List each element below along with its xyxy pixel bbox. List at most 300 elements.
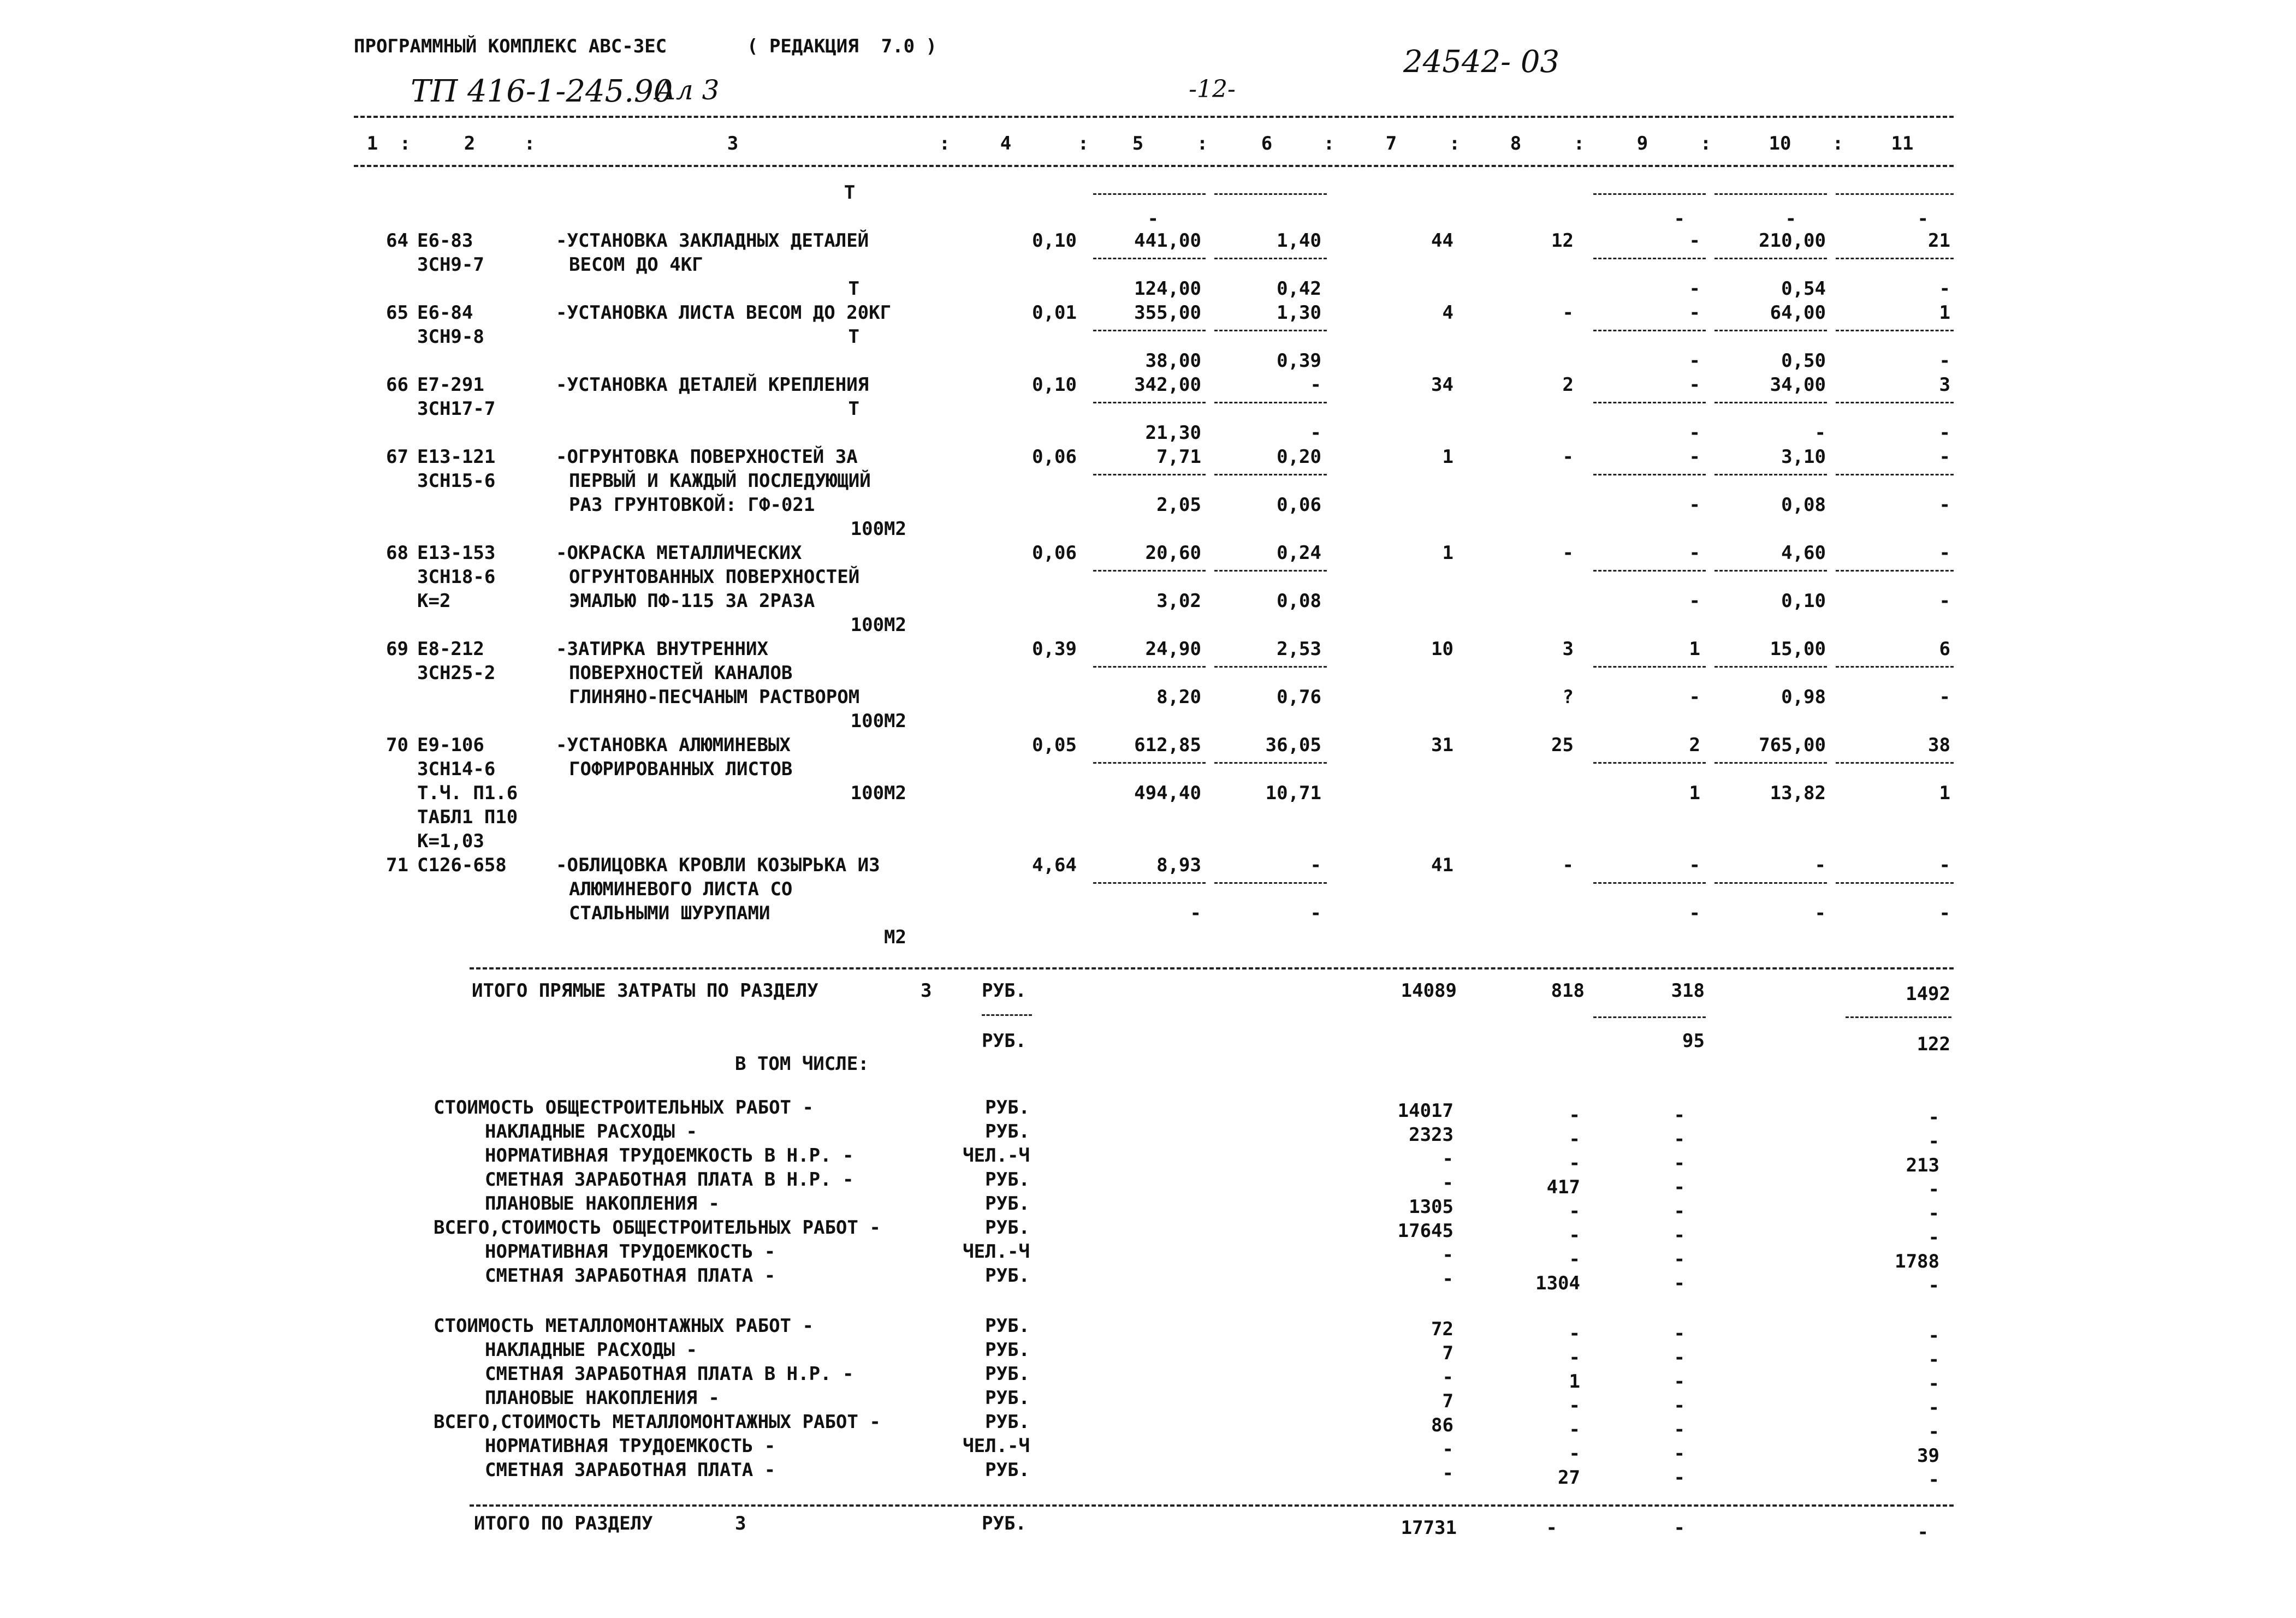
item-col11: - [1939,446,1950,468]
summary-col11: - [1928,1179,1939,1200]
column-dash [1714,193,1827,195]
item-description: ВЕСОМ ДО 4КГ [569,254,703,276]
summary-col7: - [1442,1462,1453,1484]
summary-unit: РУБ. [985,1169,1030,1191]
item-description: СТАЛЬНЫМИ ШУРУПАМИ [569,902,770,924]
subrow-dash [1214,570,1327,572]
summary-label: ПЛАНОВЫЕ НАКОПЛЕНИЯ - [485,1193,720,1215]
summary-col9: - [1674,1443,1685,1465]
item-col10: 3,10 [1781,446,1826,468]
item-quantity: 0,06 [1032,542,1077,564]
summary-unit: ЧЕЛ.-Ч [963,1145,1030,1167]
summary-col8: - [1569,1347,1580,1369]
subrow-dash [1836,882,1954,884]
item-sub-col11: 1 [1939,782,1950,804]
item-col9: - [1689,854,1700,876]
item-sub-col6: 10,71 [1265,782,1321,804]
item-unit: Т [848,278,859,300]
summary-label: НАКЛАДНЫЕ РАСХОДЫ - [485,1121,697,1143]
item-quantity: 0,05 [1032,734,1077,756]
summary-col8: 27 [1558,1467,1580,1489]
item-quantity: 0,10 [1032,374,1077,396]
total-direct-unit2: РУБ. [982,1030,1027,1052]
summary-unit: РУБ. [985,1459,1030,1481]
summary-col8: - [1569,1104,1580,1126]
subrow-dash [1593,474,1706,475]
item-sub-col9: - [1689,686,1700,708]
summary-col9: - [1674,1176,1685,1198]
item-sub-col6: 0,76 [1277,686,1321,708]
column-dash [1093,193,1206,195]
summary-col11: - [1928,1397,1939,1419]
item-col8: 2 [1562,374,1574,396]
item-number: 70 [386,734,408,756]
column-separator: : [1573,133,1585,154]
summary-col7: - [1442,1268,1453,1290]
item-col9: 1 [1689,638,1700,660]
column-header-2: 2 [464,133,476,154]
summary-label: ВСЕГО,СТОИМОСТЬ ОБЩЕСТРОИТЕЛЬНЫХ РАБОТ - [434,1217,881,1239]
item-description: ОГРУНТОВАННЫХ ПОВЕРХНОСТЕЙ [569,566,860,588]
total-direct-c9b: 95 [1682,1030,1705,1052]
item-sub-col9: - [1689,350,1700,372]
summary-unit: РУБ. [985,1265,1030,1287]
item-sub-col11: - [1939,902,1950,924]
item-code: Е6-83 [417,230,473,252]
subrow-dash [1093,762,1206,764]
dash-mark: - [1674,208,1685,230]
item-description: РАЗ ГРУНТОВКОЙ: ГФ-021 [569,494,815,516]
subrow-dash [1714,882,1827,884]
item-code: Е9-106 [417,734,484,756]
total-section-unit: РУБ. [982,1513,1027,1534]
column-separator: : [1077,133,1089,154]
summary-label: НОРМАТИВНАЯ ТРУДОЕМКОСТЬ В Н.Р. - [485,1145,854,1167]
summary-col7: - [1442,1148,1453,1170]
summary-col11: - [1928,1227,1939,1248]
item-description: -УСТАНОВКА ЗАКЛАДНЫХ ДЕТАЛЕЙ [556,230,869,252]
edition-label: ( РЕДАКЦИЯ 7.0 ) [747,35,937,57]
item-sub-col5: - [1190,902,1201,924]
item-sub-col5: 494,40 [1134,782,1201,804]
item-col10: 210,00 [1759,230,1826,252]
column-header-1: 1 [366,133,378,154]
dash-mark: - [1147,208,1159,230]
summary-label: СМЕТНАЯ ЗАРАБОТНАЯ ПЛАТА В Н.Р. - [485,1363,854,1385]
summary-col11: 213 [1906,1155,1939,1176]
item-description: -УСТАНОВКА ДЕТАЛЕЙ КРЕПЛЕНИЯ [556,374,869,396]
item-code-sub: ЗСН25-2 [417,662,496,684]
summary-unit: РУБ. [985,1121,1030,1143]
item-code-sub: ЗСН15-6 [417,470,496,492]
item-col11: 3 [1939,374,1950,396]
summary-col9: - [1674,1248,1685,1270]
summary-col7: 72 [1431,1318,1453,1340]
column-separator: : [1449,133,1461,154]
item-sub-col6: - [1310,422,1321,444]
column-dash [1593,193,1706,195]
total-dash-11 [1846,1016,1951,1018]
item-sub-col11: - [1939,590,1950,612]
item-sub-col5: 8,20 [1156,686,1201,708]
column-header-9: 9 [1636,133,1648,154]
summary-col9: - [1674,1419,1685,1441]
item-sub-col10: 13,82 [1770,782,1826,804]
item-description: ЭМАЛЬЮ ПФ-115 ЗА 2РАЗА [569,590,815,612]
column-header-5: 5 [1132,133,1144,154]
subrow-dash [1714,258,1827,259]
total-direct-c11b: 122 [1917,1033,1950,1055]
summary-col11: - [1928,1107,1939,1128]
item-col10: 34,00 [1770,374,1826,396]
item-col11: - [1939,542,1950,564]
summary-label: ПЛАНОВЫЕ НАКОПЛЕНИЯ - [485,1387,720,1409]
column-separator: : [1196,133,1208,154]
subrow-dash [1093,570,1206,572]
item-sub-col9: - [1689,902,1700,924]
item-unit: 100М2 [850,782,906,804]
total-direct-unit: РУБ. [982,980,1027,1002]
item-col6: 0,20 [1277,446,1321,468]
summary-col7: 86 [1431,1414,1453,1436]
summary-col8: - [1569,1152,1580,1174]
summary-label: СМЕТНАЯ ЗАРАБОТНАЯ ПЛАТА - [485,1459,776,1481]
item-quantity: 0,01 [1032,302,1077,324]
item-sub-col9: - [1689,590,1700,612]
item-col6: 2,53 [1277,638,1321,660]
item-col7: 1 [1442,446,1453,468]
summary-label: ВСЕГО,СТОИМОСТЬ МЕТАЛЛОМОНТАЖНЫХ РАБОТ - [434,1411,881,1433]
item-col9: - [1689,446,1700,468]
item-unit: 100М2 [850,710,906,732]
item-sub-col9: - [1689,278,1700,300]
item-col5: 24,90 [1145,638,1201,660]
summary-col11: - [1928,1421,1939,1443]
item-number: 66 [386,374,408,396]
item-sub-col10: 0,54 [1781,278,1826,300]
dash-mark: - [1917,208,1929,230]
summary-col7: - [1442,1438,1453,1460]
column-separator: : [1832,133,1844,154]
item-quantity: 4,64 [1032,854,1077,876]
summary-label: НАКЛАДНЫЕ РАСХОДЫ - [485,1339,697,1361]
summary-unit: ЧЕЛ.-Ч [963,1241,1030,1263]
item-description: АЛЮМИНЕВОГО ЛИСТА СО [569,878,793,900]
summary-col8: 1 [1569,1371,1580,1393]
item-col8: 12 [1551,230,1574,252]
subrow-dash [1093,474,1206,475]
summary-col8: - [1569,1323,1580,1345]
column-separator: : [524,133,536,154]
item-sub-col10: 0,98 [1781,686,1826,708]
header-rule-bottom [354,165,1954,167]
total-direct-c11: 1492 [1906,983,1950,1005]
including-label: В ТОМ ЧИСЛЕ: [735,1053,869,1075]
summary-col11: - [1928,1275,1939,1296]
item-code: Е13-121 [417,446,496,468]
item-col11: 1 [1939,302,1950,324]
item-description: -УСТАНОВКА ЛИСТА ВЕСОМ ДО 20КГ [556,302,892,324]
item-col8: 25 [1551,734,1574,756]
item-col5: 441,00 [1134,230,1201,252]
item-col9: - [1689,542,1700,564]
summary-col11: 39 [1917,1445,1939,1467]
item-sub-col5: 124,00 [1134,278,1201,300]
item-number: 69 [386,638,408,660]
subrow-dash [1836,258,1954,259]
total-section-c11: - [1917,1521,1929,1543]
subrow-dash [1836,474,1954,475]
program-title: ПРОГРАММНЫЙ КОМПЛЕКС АВС-ЗЕС [354,35,667,57]
item-col8: - [1562,446,1574,468]
column-header-10: 10 [1769,133,1791,154]
item-sub-col6: 0,42 [1277,278,1321,300]
item-description: ГЛИНЯНО-ПЕСЧАНЫМ РАСТВОРОМ [569,686,860,708]
item-sub-col6: 0,08 [1277,590,1321,612]
subrow-dash [1093,258,1206,259]
summary-col9: - [1674,1104,1685,1126]
subrow-dash [1836,570,1954,572]
subrow-dash [1214,402,1327,403]
summary-col8: - [1569,1395,1580,1417]
summary-col8: - [1569,1200,1580,1222]
item-unit: М2 [884,926,906,948]
item-quantity: 0,39 [1032,638,1077,660]
summary-col7: - [1442,1244,1453,1266]
summary-col7: 1305 [1409,1196,1453,1218]
summary-unit: РУБ. [985,1193,1030,1215]
top-unit-label: Т [844,182,856,204]
stamp-number: 24542- 03 [1403,44,1560,80]
column-dash [1214,193,1327,195]
subrow-dash [1593,402,1706,403]
item-col10: 4,60 [1781,542,1826,564]
column-header-4: 4 [1000,133,1012,154]
item-col5: 612,85 [1134,734,1201,756]
item-col6: - [1310,854,1321,876]
subrow-dash [1714,474,1827,475]
item-description: ПОВЕРХНОСТЕЙ КАНАЛОВ [569,662,793,684]
item-col7: 41 [1431,854,1453,876]
item-sub-col11: - [1939,422,1950,444]
summary-col11: - [1928,1373,1939,1395]
summary-col7: 7 [1442,1342,1453,1364]
subrow-dash [1714,666,1827,668]
item-sub-col9: - [1689,422,1700,444]
item-number: 71 [386,854,408,876]
item-code-sub: ЗСН18-6 [417,566,496,588]
summary-col9: - [1674,1128,1685,1150]
final-rule [470,1504,1954,1507]
summary-col11: - [1928,1469,1939,1491]
item-code-sub: ЗСН17-7 [417,398,496,420]
column-dash [1836,193,1954,195]
item-number: 68 [386,542,408,564]
total-direct-c7: 14089 [1401,980,1457,1002]
item-sub-col5: 21,30 [1145,422,1201,444]
subrow-dash [1836,402,1954,403]
subrow-dash [1836,762,1954,764]
total-section-c7: 17731 [1401,1517,1457,1539]
summary-col9: - [1674,1467,1685,1489]
summary-col9: - [1674,1371,1685,1393]
summary-col8: - [1569,1419,1580,1441]
summary-label: СТОИМОСТЬ ОБЩЕСТРОИТЕЛЬНЫХ РАБОТ - [434,1097,814,1119]
item-col5: 8,93 [1156,854,1201,876]
item-description: -ОБЛИЦОВКА КРОВЛИ КОЗЫРЬКА ИЗ [556,854,880,876]
item-description: ПЕРВЫЙ И КАЖДЫЙ ПОСЛЕДУЮЩИЙ [569,470,871,492]
summary-col9: - [1674,1395,1685,1417]
item-number: 65 [386,302,408,324]
summary-label: СМЕТНАЯ ЗАРАБОТНАЯ ПЛАТА В Н.Р. - [485,1169,854,1191]
subrow-dash [1593,666,1706,668]
subrow-dash [1093,882,1206,884]
column-header-3: 3 [727,133,739,154]
item-code-sub: К=2 [417,590,451,612]
subrow-dash [1593,882,1706,884]
item-sub-col6: - [1310,902,1321,924]
item-code: Е13-153 [417,542,496,564]
item-sub-col9: 1 [1689,782,1700,804]
item-col7: 10 [1431,638,1453,660]
item-col9: 2 [1689,734,1700,756]
item-number: 67 [386,446,408,468]
column-separator: : [1700,133,1712,154]
item-sub-col11: - [1939,686,1950,708]
item-code: Е6-84 [417,302,473,324]
item-col9: - [1689,302,1700,324]
item-code: С126-658 [417,854,507,876]
subrow-dash [1214,762,1327,764]
item-col7: 34 [1431,374,1453,396]
item-unit: Т [848,326,859,348]
item-sub-col5: 2,05 [1156,494,1201,516]
page-number: -12- [1189,75,1236,103]
subrow-dash [1714,402,1827,403]
item-col5: 20,60 [1145,542,1201,564]
total-section-label: ИТОГО ПО РАЗДЕЛУ [474,1513,653,1534]
summary-col9: - [1674,1272,1685,1294]
item-col11: 21 [1928,230,1950,252]
subrow-dash [1593,258,1706,259]
summary-label: НОРМАТИВНАЯ ТРУДОЕМКОСТЬ - [485,1435,776,1457]
total-section-c9: - [1674,1517,1685,1539]
item-col8: - [1562,854,1574,876]
item-col7: 44 [1431,230,1453,252]
item-col6: 1,40 [1277,230,1321,252]
item-col7: 1 [1442,542,1453,564]
total-dash-9 [1593,1016,1706,1018]
item-col8: - [1562,302,1574,324]
item-code-sub: ЗСН9-8 [417,326,484,348]
item-code: Е7-291 [417,374,484,396]
totals-rule [470,967,1954,969]
summary-col8: - [1569,1248,1580,1270]
summary-col8: - [1569,1224,1580,1246]
subrow-dash [1593,762,1706,764]
subrow-dash [1214,882,1327,884]
total-section-number: 3 [735,1513,746,1534]
item-unit: 100М2 [850,614,906,636]
subrow-dash [1714,570,1827,572]
summary-col11: - [1928,1325,1939,1347]
item-sub-col10: - [1814,902,1826,924]
subrow-dash [1214,258,1327,259]
subrow-dash [1214,474,1327,475]
summary-col8: - [1569,1128,1580,1150]
summary-col9: - [1674,1323,1685,1345]
summary-col9: - [1674,1347,1685,1369]
item-unit: Т [848,398,859,420]
item-sub-col10: 0,50 [1781,350,1826,372]
item-unit: 100М2 [850,518,906,540]
item-code-sub: ЗСН14-6 [417,758,496,780]
item-col5: 7,71 [1156,446,1201,468]
summary-col11: - [1928,1131,1939,1152]
summary-col7: 17645 [1397,1220,1453,1242]
item-col11: 38 [1928,734,1950,756]
summary-col11: - [1928,1203,1939,1224]
subrow-dash [1093,402,1206,403]
item-code: Е8-212 [417,638,484,660]
summary-unit: РУБ. [985,1339,1030,1361]
item-col9: - [1689,374,1700,396]
summary-unit: ЧЕЛ.-Ч [963,1435,1030,1457]
total-direct-section: 3 [921,980,932,1002]
item-code-sub: ТАБЛ1 П10 [417,806,518,828]
summary-unit: РУБ. [985,1411,1030,1433]
item-col11: - [1939,854,1950,876]
dash-mark: - [1785,208,1796,230]
doc-code: ТП 416-1-245.90 [411,74,673,109]
summary-col11: 1788 [1895,1251,1939,1272]
summary-col8: - [1569,1443,1580,1465]
item-sub-col5: 3,02 [1156,590,1201,612]
item-col8: - [1562,542,1574,564]
summary-col8: 1304 [1535,1272,1580,1294]
item-description: -ЗАТИРКА ВНУТРЕННИХ [556,638,768,660]
summary-col7: - [1442,1172,1453,1194]
subrow-dash [1593,330,1706,331]
subrow-dash [1714,762,1827,764]
subrow-dash [1836,330,1954,331]
item-col10: 765,00 [1759,734,1826,756]
subrow-dash [1593,570,1706,572]
item-col10: 15,00 [1770,638,1826,660]
item-col6: - [1310,374,1321,396]
summary-col7: - [1442,1366,1453,1388]
album-label: Ал 3 [655,74,720,106]
item-code-sub: Т.Ч. П1.6 [417,782,518,804]
summary-col9: - [1674,1224,1685,1246]
summary-col7: 14017 [1397,1100,1453,1122]
item-col11: 6 [1939,638,1950,660]
column-header-6: 6 [1261,133,1273,154]
summary-label: НОРМАТИВНАЯ ТРУДОЕМКОСТЬ - [485,1241,776,1263]
column-separator: : [1323,133,1335,154]
summary-label: СМЕТНАЯ ЗАРАБОТНАЯ ПЛАТА - [485,1265,776,1287]
item-col6: 36,05 [1265,734,1321,756]
item-sub-col11: - [1939,494,1950,516]
summary-col7: 7 [1442,1390,1453,1412]
summary-col8: 417 [1546,1176,1580,1198]
item-sub-col8: ? [1562,686,1574,708]
item-sub-col6: 0,39 [1277,350,1321,372]
item-sub-col10: 0,10 [1781,590,1826,612]
summary-unit: РУБ. [985,1315,1030,1337]
subrow-dash [1093,666,1206,668]
subrow-dash [1214,330,1327,331]
